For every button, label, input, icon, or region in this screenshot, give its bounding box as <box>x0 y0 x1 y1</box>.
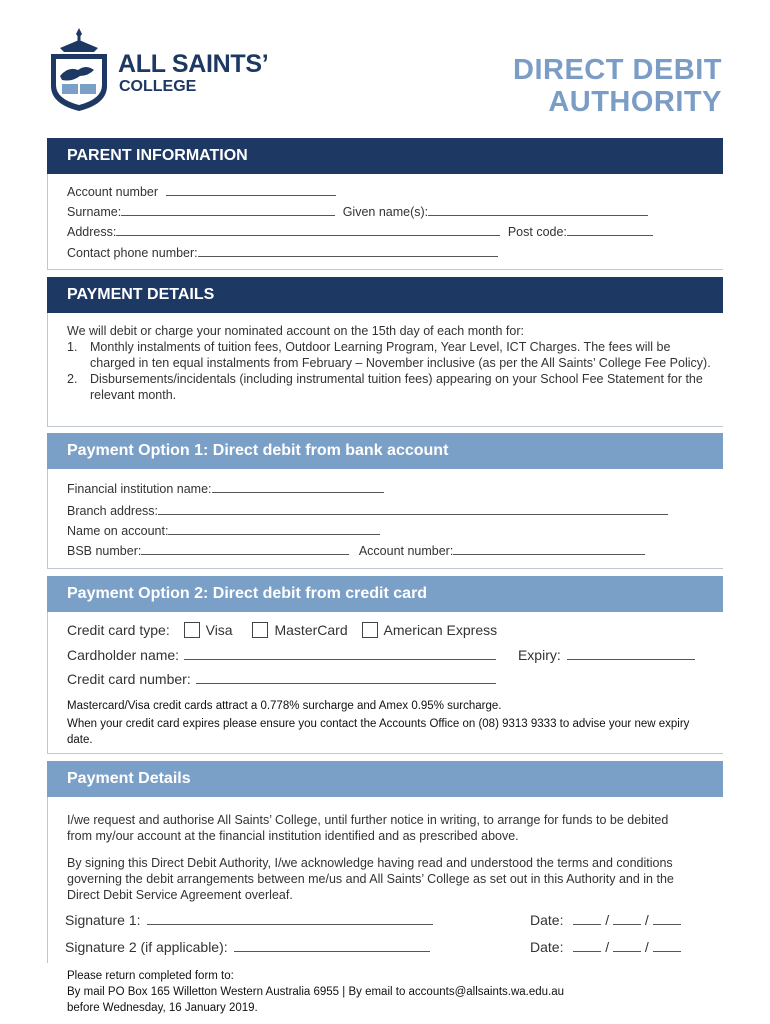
card-number-field[interactable] <box>196 672 496 684</box>
amex-label: American Express <box>383 622 498 638</box>
date-1-year-field[interactable] <box>653 913 681 925</box>
account-number-field[interactable] <box>166 184 336 196</box>
return-address: By mail PO Box 165 Willetton Western Australia 6955 | By email to accounts@allsaints.wa.edu.au <box>67 986 565 998</box>
expiry-field[interactable] <box>567 648 695 660</box>
date-1-label: Date: <box>530 912 564 928</box>
institution-field[interactable] <box>212 481 384 493</box>
address-field[interactable] <box>116 224 500 236</box>
account-name-label: Name on account: <box>67 524 169 538</box>
account-number-label: Account number <box>67 185 159 199</box>
date-1-month-field[interactable] <box>613 913 641 925</box>
surname-field[interactable] <box>121 204 335 216</box>
signature-1-row <box>65 912 433 928</box>
bsb-field[interactable] <box>141 543 349 555</box>
cardholder-field[interactable] <box>184 648 496 660</box>
expiry-note: When your credit card expires please ensure you contact the Accounts Office on (08) 9313 9333 to advise your new expiry date. <box>67 718 690 746</box>
branch-row <box>67 503 668 518</box>
return-heading: Please return completed form to: <box>67 970 234 982</box>
amex-checkbox[interactable] <box>362 622 378 638</box>
mastercard-checkbox[interactable] <box>252 622 268 638</box>
return-deadline: before Wednesday, 16 January 2019. <box>67 1002 258 1014</box>
contact-phone-row <box>67 245 498 260</box>
payment-details-heading: PAYMENT DETAILS <box>47 277 723 313</box>
logo-wordmark: ALL SAINTS’ <box>118 50 269 78</box>
payment-item-1-text: Monthly instalments of tuition fees, Outdoor Learning Program, Year Level, ICT Charges. The fees will be charged in ten equal instalments from February – November inclusive (as per the All Saints’ College Fee Policy). <box>90 340 711 370</box>
payment-item-2-number: 2. <box>67 372 78 386</box>
payment-item-1 <box>67 339 712 371</box>
branch-field[interactable] <box>158 503 668 515</box>
authorisation-heading: Payment Details <box>47 761 723 797</box>
college-crest-logo <box>48 26 110 112</box>
signature-2-field[interactable] <box>234 940 430 952</box>
contact-phone-field[interactable] <box>198 245 498 257</box>
date-2-separator-2: / <box>644 939 649 955</box>
card-type-row <box>67 622 497 638</box>
signature-2-label: Signature 2 (if applicable): <box>65 939 228 955</box>
date-2-month-field[interactable] <box>613 940 641 952</box>
card-number-label: Credit card number: <box>67 671 191 687</box>
date-1-row <box>530 912 681 928</box>
authorisation-text-1: I/we request and authorise All Saints’ College, until further notice in writing, to arrange for funds to be debited from my/our account at the financial institution identified and as prescribed above. <box>67 813 669 843</box>
payment-item-1-number: 1. <box>67 340 78 354</box>
cardholder-label: Cardholder name: <box>67 647 180 663</box>
date-2-row <box>530 939 681 955</box>
card-type-label: Credit card type: <box>67 622 170 638</box>
date-2-separator-1: / <box>605 939 610 955</box>
account-name-field[interactable] <box>168 523 380 535</box>
payment-item-2 <box>67 371 712 403</box>
visa-checkbox[interactable] <box>184 622 200 638</box>
signature-1-label: Signature 1: <box>65 912 141 928</box>
form-title-line1: DIRECT DEBIT <box>513 54 722 86</box>
date-2-label: Date: <box>530 939 564 955</box>
contact-phone-label: Contact phone number: <box>67 246 198 260</box>
branch-label: Branch address: <box>67 504 159 518</box>
card-number-row <box>67 671 496 687</box>
given-names-label: Given name(s): <box>342 205 429 219</box>
bank-account-number-field[interactable] <box>453 543 645 555</box>
date-1-day-field[interactable] <box>573 913 601 925</box>
payment-details-text <box>67 323 712 403</box>
option-2-heading: Payment Option 2: Direct debit from credit card <box>47 576 723 612</box>
option-1-heading: Payment Option 1: Direct debit from bank account <box>47 433 723 469</box>
form-title-line2: AUTHORITY <box>548 86 722 118</box>
return-instructions <box>67 968 564 1016</box>
payment-item-2-text: Disbursements/incidentals (including instrumental tuition fees) appearing on your School Fee Statement for the relevant month. <box>90 372 703 402</box>
institution-label: Financial institution name: <box>67 482 212 496</box>
address-row <box>67 224 653 239</box>
form-title <box>513 54 722 118</box>
account-name-row <box>67 523 380 538</box>
bank-account-number-label: Account number: <box>358 544 454 558</box>
surname-row <box>67 204 648 219</box>
expiry-label: Expiry: <box>517 647 561 663</box>
surcharge-note: Mastercard/Visa credit cards attract a 0.778% surcharge and Amex 0.95% surcharge. <box>67 700 502 712</box>
date-2-year-field[interactable] <box>653 940 681 952</box>
cardholder-row <box>67 647 695 663</box>
visa-label: Visa <box>205 622 233 638</box>
address-label: Address: <box>67 225 117 239</box>
date-2-day-field[interactable] <box>573 940 601 952</box>
post-code-field[interactable] <box>567 224 653 236</box>
date-1-separator-2: / <box>644 912 649 928</box>
authorisation-text-2: By signing this Direct Debit Authority, I/we acknowledge having read and understood the terms and conditions governing the debit arrangements between me/us and All Saints’ College as set out in this Authority and in the Direct Debit Service Agreement overleaf. <box>67 856 674 902</box>
date-1-separator-1: / <box>605 912 610 928</box>
parent-information-heading: PARENT INFORMATION <box>47 138 723 174</box>
account-number-row <box>67 184 336 199</box>
institution-row <box>67 481 384 496</box>
surname-label: Surname: <box>67 205 122 219</box>
bsb-row <box>67 543 645 558</box>
logo-subtitle: COLLEGE <box>119 78 197 95</box>
signature-2-row <box>65 939 430 955</box>
mastercard-label: MasterCard <box>274 622 348 638</box>
post-code-label: Post code: <box>507 225 567 239</box>
bsb-label: BSB number: <box>67 544 142 558</box>
payment-intro: We will debit or charge your nominated account on the 15th day of each month for: <box>67 324 524 338</box>
signature-1-field[interactable] <box>147 913 433 925</box>
given-names-field[interactable] <box>428 204 648 216</box>
